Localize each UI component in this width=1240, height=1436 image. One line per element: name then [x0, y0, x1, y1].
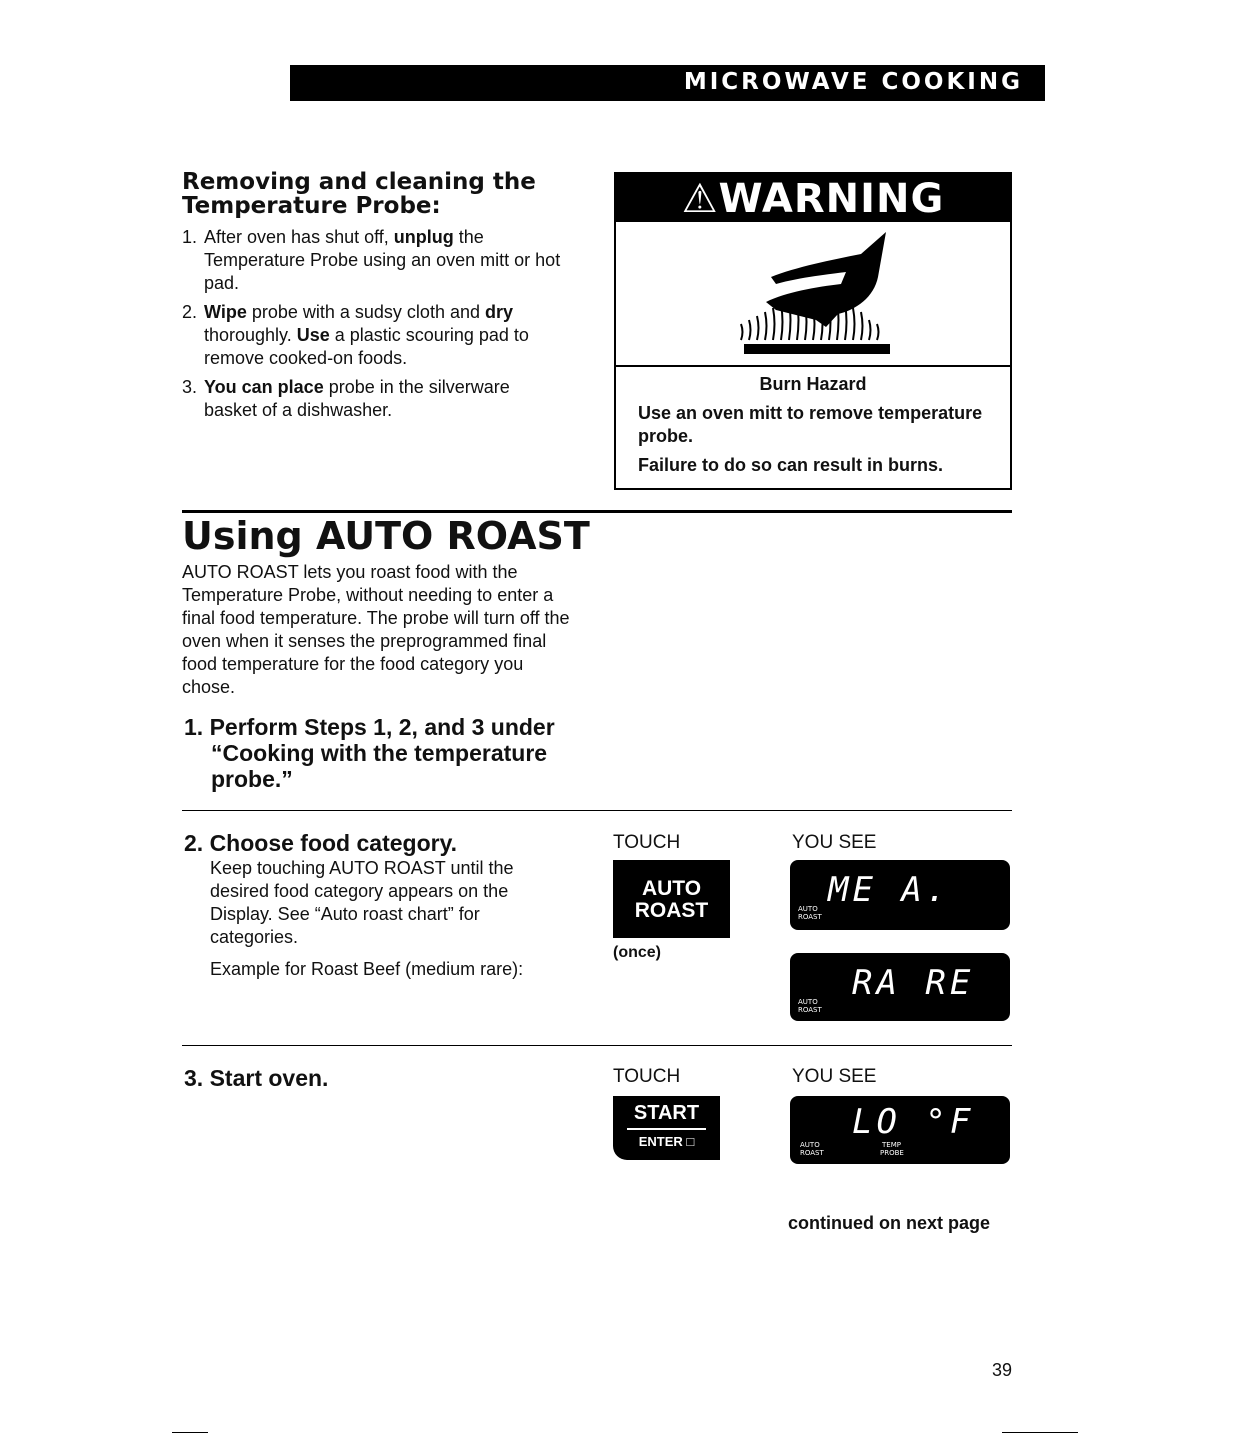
burn-hazard-icon [616, 222, 1010, 367]
display-tag: ROAST [798, 1006, 822, 1014]
display-readout: LO °F [852, 1102, 975, 1142]
key-label-line-1: AUTO [641, 877, 702, 900]
step-divider [182, 810, 1012, 811]
warning-line-2: Failure to do so can result in burns. [638, 455, 944, 475]
display-tag: ROAST [798, 913, 822, 921]
step-divider [182, 1045, 1012, 1046]
list-item: 3. You can place probe in the silverware basket of a dishwasher. [182, 377, 510, 420]
step-1-heading: 1. Perform Steps 1, 2, and 3 under “Cooking with the temperature probe.” [184, 714, 555, 792]
list-item: 2. Wipe probe with a sudsy cloth and dry thoroughly. Use a plastic scouring pad to remove cooked-on foods. [182, 302, 529, 368]
display-readout: RA RE [852, 963, 975, 1003]
hazard-title: Burn Hazard [759, 374, 867, 394]
step-2-heading: 2. Choose food category. [184, 830, 458, 856]
start-key[interactable] [613, 1096, 720, 1160]
display-panel [790, 953, 1010, 1021]
step-3-heading: 3. Start oven. [184, 1065, 329, 1091]
footer-mark [172, 1432, 208, 1433]
warning-line-1: Use an oven mitt to remove temperature probe. [638, 403, 983, 446]
cleaning-title: Removing and cleaning the Temperature Probe: [182, 169, 536, 219]
key-divider [627, 1128, 706, 1130]
warning-box [614, 172, 1012, 490]
cleaning-steps [182, 226, 562, 422]
cleaning-section [182, 170, 562, 428]
display-panel [790, 860, 1010, 930]
page-number: 39 [992, 1360, 1013, 1380]
lock-icon: □ [686, 1134, 695, 1149]
auto-roast-key[interactable] [613, 860, 730, 938]
auto-roast-title: Using AUTO ROAST [182, 514, 590, 558]
display-tag: TEMP [882, 1141, 901, 1149]
display-tag: ROAST [800, 1149, 824, 1157]
section-divider [182, 510, 1012, 513]
section-header-bar [290, 65, 1045, 101]
key-note: (once) [613, 944, 661, 961]
key-sublabel: ENTER □ [638, 1134, 695, 1149]
section-title: MICROWAVE COOKING [683, 69, 1023, 95]
step-2-example: Example for Roast Beef (medium rare): [210, 959, 524, 979]
you-see-label: YOU SEE [792, 832, 877, 853]
continued-note: continued on next page [788, 1213, 991, 1233]
you-see-label: YOU SEE [792, 1066, 877, 1087]
key-label-line-2: ROAST [634, 899, 709, 922]
step-2-text: Keep touching AUTO ROAST until the desired food category appears on the Display. See “Auto roast chart” for categories. [210, 858, 514, 947]
auto-roast-intro: AUTO ROAST lets you roast food with the Temperature Probe, without needing to enter a final food temperature. The probe will turn off the oven when it senses the preprogrammed final food temperature for the food category you chose. [182, 562, 570, 697]
warning-text [616, 367, 1010, 483]
display-tag: AUTO [798, 998, 818, 1006]
warning-header [616, 174, 1010, 222]
display-tag: AUTO [800, 1141, 820, 1149]
footer-mark [1002, 1432, 1078, 1433]
list-item: 1. After oven has shut off, unplug the Temperature Probe using an oven mitt or hot pad. [182, 227, 561, 293]
warning-heading: WARNING [718, 176, 945, 222]
touch-label: TOUCH [613, 1066, 681, 1087]
display-panel [790, 1096, 1010, 1164]
display-readout: ME A. [828, 870, 951, 910]
touch-label: TOUCH [613, 832, 681, 853]
warning-triangle-icon: ⚠ [681, 176, 719, 222]
display-tag: PROBE [880, 1149, 904, 1157]
display-tag: AUTO [798, 905, 818, 913]
start-key-label: START [633, 1102, 700, 1124]
